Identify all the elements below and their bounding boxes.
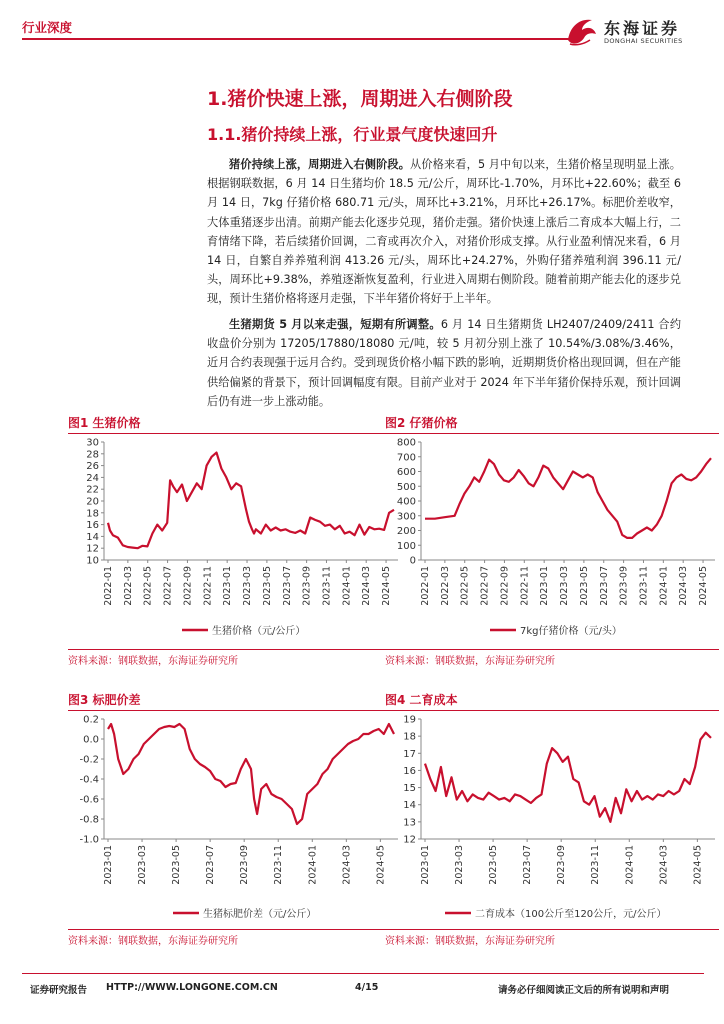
x-tick-label: 2023-05 (578, 566, 590, 606)
x-tick-label: 2024-05 (692, 845, 704, 885)
y-tick-label: 24 (86, 472, 99, 484)
y-tick-label: 14 (403, 800, 416, 812)
paragraph-lead: 猪价持续上涨，周期进入右侧阶段。 (229, 158, 411, 171)
x-tick-label: 2023-11 (273, 845, 285, 885)
figure-source-rule (385, 929, 719, 930)
y-tick-label: 700 (396, 452, 416, 464)
figure-source: 资料来源：钢联数据，东海证券研究所 (385, 936, 555, 947)
x-tick-label: 2023-07 (598, 566, 610, 606)
dragon-logo-icon (564, 14, 600, 48)
y-tick-label: 500 (396, 481, 416, 493)
figure-source-rule (68, 649, 402, 650)
paragraph-futures (207, 315, 681, 411)
footer-disclaimer: 请务必仔细阅读正文后的所有说明和声明 (498, 985, 670, 996)
series-line (108, 724, 394, 824)
figure-source: 资料来源：钢联数据，东海证券研究所 (68, 936, 238, 947)
chart-piglet-price (385, 434, 719, 650)
figure-source: 资料来源：钢联数据，东海证券研究所 (68, 656, 238, 667)
y-tick-label: 26 (86, 461, 99, 473)
x-tick-label: 2023-01 (420, 845, 431, 885)
y-tick-label: 18 (403, 731, 416, 743)
header-divider (22, 38, 570, 40)
x-tick-label: 2022-11 (202, 566, 214, 606)
x-tick-label: 2023-03 (454, 845, 466, 885)
y-tick-label: 12 (403, 834, 416, 846)
chart-secondary-fattening-cost (385, 711, 719, 933)
y-tick-label: 18 (86, 508, 99, 520)
page-header (22, 14, 704, 48)
paragraph-body: 从价格来看，5 月中旬以来，生猪价格呈现明显上涨。根据钢联数据，6 月 14 日生猪均价 18.5 元/公斤，周环比-1.70%，月环比+22.60%；截至 6 月 14 日，7kg 仔猪价格 680.71 元/头，周环比+3.21%，月环比+26.17%。标肥价差收窄，大体重猪逐步出清。前期产能去化逐步兑现，猪价走强。猪价快速上涨后二育成本大幅上行，二育情绪下降，若后续猪价回调，二育或再次介入，对猪价形成支撑。从行业盈利情况来看，6 月 14 日，自繁自养养殖利润 413.26 元/头，周环比+24.27%，外购仔猪养殖利润 396.11 元/头，周环比+9.38%，养殖逐渐恢复盈利，行业进入周期右侧阶段。随着前期产能去化的逐步兑现，预计生猪价格将逐月走强，下半年猪价将好于上半年。 (207, 158, 681, 306)
x-tick-label: 2023-09 (618, 566, 630, 606)
footer-divider (22, 973, 704, 974)
x-tick-label: 2024-03 (678, 566, 690, 606)
x-tick-label: 2024-05 (381, 566, 393, 606)
footer-url[interactable]: HTTP://WWW.LONGONE.COM.CN (106, 982, 278, 993)
y-tick-label: 15 (403, 783, 416, 795)
legend-label: 7kg仔猪价格（元/头） (520, 626, 622, 637)
x-tick-label: 2022-07 (162, 566, 174, 606)
y-tick-label: 16 (86, 520, 99, 532)
x-tick-label: 2023-05 (171, 845, 183, 885)
x-tick-label: 2023-05 (488, 845, 500, 885)
y-tick-label: 16 (403, 765, 416, 777)
y-tick-label: 22 (86, 484, 99, 496)
y-tick-label: -0.8 (79, 814, 99, 826)
paragraph-body: 6 月 14 日生猪期货 LH2407/2409/2411 合约收盘价分别为 17205/17880/18080 元/吨，较 5 月初分别上涨了 10.54%/3.08%/3.46%，近月合约表现强于远月合约。受到现货价格小幅下跌的影响，近期期货价格出现回调，但在产能供给偏紧的背景下，预计回调幅度有限。目前产业对于 2024 年下半年猪价保持乐观，预计回调后仍有进一步上涨动能。 (207, 318, 682, 408)
report-category: 行业深度 (22, 20, 73, 35)
x-tick-label: 2024-01 (658, 566, 670, 606)
x-tick-label: 2022-05 (459, 566, 471, 606)
x-tick-label: 2023-11 (321, 566, 333, 606)
x-tick-label: 2024-05 (698, 566, 710, 606)
y-tick-label: 300 (396, 511, 416, 523)
x-tick-label: 2022-01 (420, 566, 431, 606)
y-tick-label: 600 (396, 467, 416, 478)
y-tick-label: -0.2 (79, 754, 99, 766)
y-tick-label: 10 (86, 555, 99, 567)
footer-report-type: 证券研究报告 (30, 985, 88, 996)
x-tick-label: 2023-09 (301, 566, 313, 606)
x-tick-label: 2024-01 (341, 566, 353, 606)
x-tick-label: 2022-09 (182, 566, 194, 606)
y-tick-label: 20 (86, 496, 99, 508)
legend-label: 生猪标肥价差（元/公斤） (203, 909, 317, 920)
legend-label: 生猪价格（元/公斤） (212, 626, 306, 637)
figure-source: 资料来源：钢联数据，东海证券研究所 (385, 656, 555, 667)
figure-source-rule (385, 649, 719, 650)
figure-title: 图1 生猪价格 (68, 416, 141, 430)
x-tick-label: 2023-07 (205, 845, 217, 885)
x-tick-label: 2022-01 (103, 566, 114, 606)
x-tick-label: 2023-03 (559, 566, 571, 606)
subsection-heading: 1.1.猪价持续上涨，行业景气度快速回升 (207, 125, 498, 144)
y-tick-label: -1.0 (79, 834, 99, 846)
x-tick-label: 2023-09 (239, 845, 251, 885)
figure-title: 图4 二育成本 (385, 693, 458, 707)
logo-english-name: DONGHAI SECURITIES (604, 37, 683, 45)
figure-source-rule (68, 929, 402, 930)
figure-title: 图2 仔猪价格 (385, 416, 458, 430)
x-tick-label: 2023-09 (556, 845, 568, 885)
x-tick-label: 2023-01 (539, 566, 551, 606)
x-tick-label: 2022-07 (479, 566, 491, 606)
x-tick-label: 2022-09 (499, 566, 511, 606)
y-tick-label: 12 (86, 543, 99, 555)
x-tick-label: 2024-03 (361, 566, 373, 606)
x-tick-label: 2022-11 (519, 566, 531, 606)
x-tick-label: 2023-11 (638, 566, 650, 606)
series-line (425, 733, 711, 822)
x-tick-label: 2023-01 (222, 566, 234, 606)
y-tick-label: 0.0 (83, 734, 99, 746)
series-line (425, 458, 711, 538)
x-tick-label: 2022-03 (439, 566, 451, 606)
y-tick-label: 13 (403, 817, 416, 829)
series-line (108, 453, 394, 549)
x-tick-label: 2023-11 (590, 845, 602, 885)
x-tick-label: 2024-03 (341, 845, 353, 885)
figure-title: 图3 标肥价差 (68, 693, 141, 707)
y-tick-label: 28 (86, 449, 99, 461)
x-tick-label: 2024-01 (307, 845, 319, 885)
x-tick-label: 2024-03 (658, 845, 670, 885)
y-tick-label: -0.4 (79, 774, 99, 786)
y-tick-label: 17 (403, 748, 416, 760)
x-tick-label: 2023-07 (522, 845, 534, 885)
y-tick-label: 100 (396, 540, 416, 552)
logo-chinese-name: 东海证券 (604, 19, 681, 38)
paragraph-pig-price (207, 155, 681, 309)
x-tick-label: 2023-03 (137, 845, 149, 885)
x-tick-label: 2023-01 (103, 845, 114, 885)
chart-fat-spread (68, 711, 402, 933)
legend-label: 二育成本（100公斤至120公斤，元/公斤） (475, 909, 667, 920)
x-tick-label: 2024-01 (624, 845, 636, 885)
x-tick-label: 2023-05 (261, 566, 273, 606)
y-tick-label: 400 (396, 496, 416, 508)
x-tick-label: 2022-03 (122, 566, 134, 606)
y-tick-label: -0.6 (79, 794, 99, 806)
y-tick-label: 200 (396, 526, 416, 537)
x-tick-label: 2022-05 (142, 566, 154, 606)
x-tick-label: 2024-05 (375, 845, 387, 885)
x-tick-label: 2023-03 (242, 566, 254, 606)
y-tick-label: 14 (86, 531, 99, 543)
y-tick-label: 800 (396, 437, 416, 449)
company-logo (564, 14, 704, 48)
chart-hog-price (68, 434, 402, 650)
x-tick-label: 2023-07 (281, 566, 293, 606)
page-number: 4/15 (355, 982, 379, 993)
section-heading: 1.猪价快速上涨，周期进入右侧阶段 (207, 88, 513, 110)
paragraph-lead: 生猪期货 5 月以来走强，短期有所调整。 (229, 318, 441, 331)
y-tick-label: 30 (86, 437, 99, 449)
y-tick-label: 19 (403, 714, 416, 726)
y-tick-label: 0.2 (83, 714, 99, 726)
y-tick-label: 0 (409, 555, 416, 567)
